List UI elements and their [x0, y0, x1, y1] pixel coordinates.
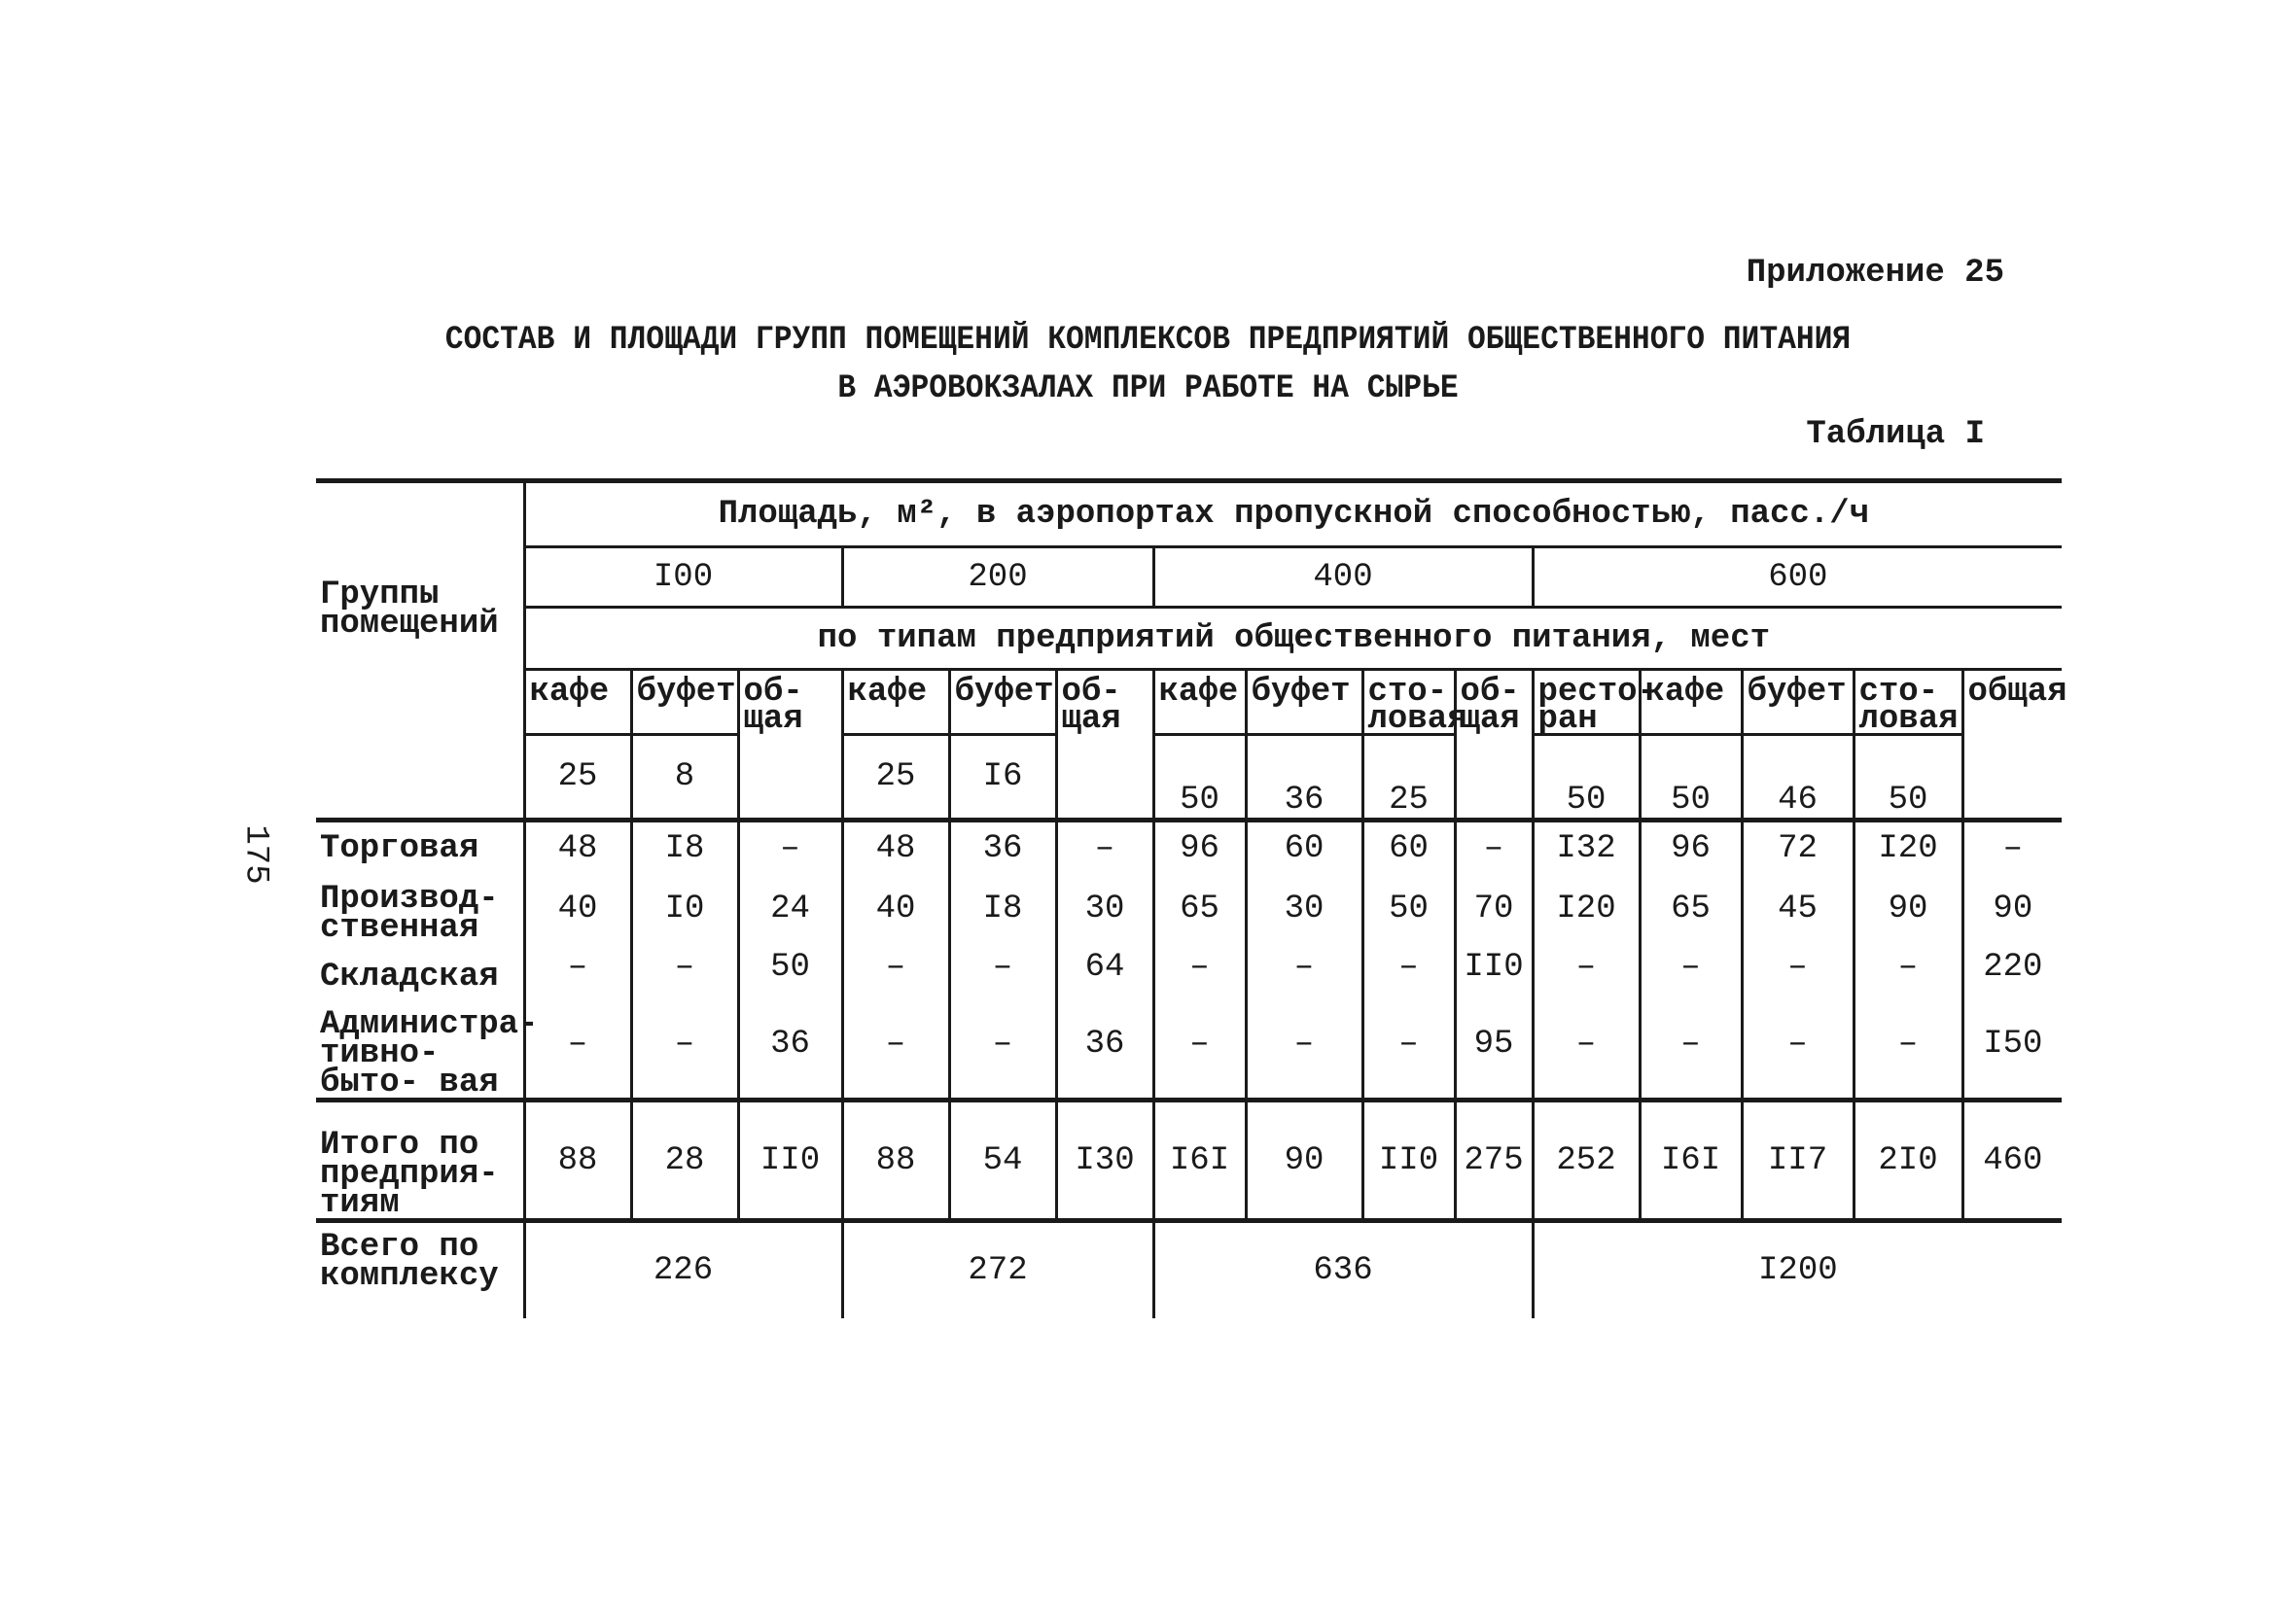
total-cell: 275	[1455, 1101, 1533, 1221]
value-cell: 65	[1153, 875, 1246, 943]
grand-total-cell: 272	[842, 1221, 1153, 1318]
rooms-table	[316, 478, 2067, 1318]
grand-total-label: Всего по комплексу	[316, 1221, 524, 1318]
types-header: по типам предприятий общественного питания, мест	[524, 608, 2062, 670]
value-cell: –	[1153, 992, 1246, 1101]
value-cell: –	[738, 821, 842, 875]
capacity-header: 400	[1153, 547, 1533, 608]
grand-total-cell: 636	[1153, 1221, 1533, 1318]
type-header: кафе	[1640, 670, 1742, 735]
value-cell: 60	[1362, 821, 1455, 875]
totals-label: Итого по предприя- тиям	[316, 1101, 524, 1221]
total-cell: I6I	[1153, 1101, 1246, 1221]
appendix-label: Приложение 25	[1746, 255, 2004, 292]
type-header: об- щая	[738, 670, 842, 821]
value-cell: 24	[738, 875, 842, 943]
value-cell: –	[1246, 992, 1362, 1101]
row-label: Торговая	[316, 821, 524, 875]
total-cell: II0	[738, 1101, 842, 1221]
value-cell: –	[1533, 943, 1640, 992]
document-title	[91, 316, 2204, 413]
value-cell: 65	[1640, 875, 1742, 943]
value-cell: 90	[1854, 875, 1962, 943]
value-cell: –	[1640, 943, 1742, 992]
value-cell: –	[1056, 821, 1153, 875]
value-cell: 220	[1962, 943, 2062, 992]
value-cell: –	[842, 992, 949, 1101]
value-cell: 70	[1455, 875, 1533, 943]
value-cell: 96	[1640, 821, 1742, 875]
type-header: буфет	[1742, 670, 1854, 735]
type-header: кафе	[842, 670, 949, 735]
value-cell: –	[1362, 943, 1455, 992]
total-cell: II7	[1742, 1101, 1854, 1221]
area-header: Площадь, м², в аэропортах пропускной способностью, пасс./ч	[524, 481, 2062, 547]
value-cell: 40	[842, 875, 949, 943]
capacity-header: I00	[524, 547, 842, 608]
table-label: Таблица I	[1806, 416, 1985, 453]
type-header: общая	[1962, 670, 2062, 821]
value-cell: –	[1742, 943, 1854, 992]
value-cell: –	[1455, 821, 1533, 875]
grand-total-cell: 226	[524, 1221, 842, 1318]
value-cell: 96	[1153, 821, 1246, 875]
total-cell: 54	[949, 1101, 1056, 1221]
value-cell: I32	[1533, 821, 1640, 875]
value-cell: –	[1362, 992, 1455, 1101]
seats-cell: 36	[1246, 735, 1362, 821]
capacity-header: 600	[1533, 547, 2062, 608]
value-cell: 72	[1742, 821, 1854, 875]
value-cell: 50	[738, 943, 842, 992]
value-cell: 30	[1246, 875, 1362, 943]
value-cell: 48	[842, 821, 949, 875]
value-cell: –	[1153, 943, 1246, 992]
value-cell: –	[631, 943, 738, 992]
value-cell: –	[842, 943, 949, 992]
value-cell: 30	[1056, 875, 1153, 943]
value-cell: II0	[1455, 943, 1533, 992]
type-header: об- щая	[1455, 670, 1533, 821]
capacity-header: 200	[842, 547, 1153, 608]
grand-total-cell: I200	[1533, 1221, 2062, 1318]
value-cell: 48	[524, 821, 631, 875]
total-cell: 90	[1246, 1101, 1362, 1221]
total-cell: 252	[1533, 1101, 1640, 1221]
value-cell: –	[1246, 943, 1362, 992]
type-header: ресто- ран	[1533, 670, 1640, 735]
type-header: об- щая	[1056, 670, 1153, 821]
value-cell: 40	[524, 875, 631, 943]
value-cell: –	[524, 943, 631, 992]
value-cell: 60	[1246, 821, 1362, 875]
total-cell: II0	[1362, 1101, 1455, 1221]
page-number: 175	[236, 824, 274, 885]
seats-cell: I6	[949, 735, 1056, 821]
value-cell: –	[1640, 992, 1742, 1101]
type-header: сто- ловая	[1854, 670, 1962, 735]
value-cell: –	[524, 992, 631, 1101]
seats-cell: 25	[1362, 735, 1455, 821]
seats-cell: 25	[524, 735, 631, 821]
total-cell: 88	[524, 1101, 631, 1221]
value-cell: 36	[949, 821, 1056, 875]
total-cell: 28	[631, 1101, 738, 1221]
row-label: Администра- тивно-быто- вая	[316, 992, 524, 1101]
value-cell: I20	[1854, 821, 1962, 875]
total-cell: I30	[1056, 1101, 1153, 1221]
total-cell: 2I0	[1854, 1101, 1962, 1221]
value-cell: –	[949, 943, 1056, 992]
value-cell: –	[631, 992, 738, 1101]
value-cell: I0	[631, 875, 738, 943]
value-cell: –	[1742, 992, 1854, 1101]
groups-header: Группы помещений	[316, 481, 524, 821]
value-cell: 36	[1056, 992, 1153, 1101]
value-cell: 64	[1056, 943, 1153, 992]
seats-cell: 50	[1854, 735, 1962, 821]
value-cell: –	[1533, 992, 1640, 1101]
value-cell: –	[949, 992, 1056, 1101]
seats-cell: 50	[1153, 735, 1246, 821]
row-label: Производ- ственная	[316, 875, 524, 943]
value-cell: I8	[949, 875, 1056, 943]
value-cell: –	[1854, 943, 1962, 992]
seats-cell: 50	[1533, 735, 1640, 821]
value-cell: 36	[738, 992, 842, 1101]
value-cell: 90	[1962, 875, 2062, 943]
seats-cell: 46	[1742, 735, 1854, 821]
seats-cell: 50	[1640, 735, 1742, 821]
title-line-1: СОСТАВ И ПЛОЩАДИ ГРУПП ПОМЕЩЕНИЙ КОМПЛЕКСОВ ПРЕДПРИЯТИЙ ОБЩЕСТВЕННОГО ПИТАНИЯ	[444, 322, 1852, 359]
title-line-2: В АЭРОВОКЗАЛАХ ПРИ РАБОТЕ НА СЫРЬЕ	[837, 370, 1459, 407]
value-cell: 50	[1362, 875, 1455, 943]
value-cell: –	[1854, 992, 1962, 1101]
value-cell: I8	[631, 821, 738, 875]
total-cell: I6I	[1640, 1101, 1742, 1221]
type-header: сто- ловая	[1362, 670, 1455, 735]
value-cell: 45	[1742, 875, 1854, 943]
seats-cell: 8	[631, 735, 738, 821]
value-cell: –	[1962, 821, 2062, 875]
type-header: кафе	[1153, 670, 1246, 735]
value-cell: 95	[1455, 992, 1533, 1101]
total-cell: 88	[842, 1101, 949, 1221]
total-cell: 460	[1962, 1101, 2062, 1221]
type-header: буфет	[1246, 670, 1362, 735]
type-header: кафе	[524, 670, 631, 735]
type-header: буфет	[631, 670, 738, 735]
type-header: буфет	[949, 670, 1056, 735]
value-cell: I50	[1962, 992, 2062, 1101]
seats-cell: 25	[842, 735, 949, 821]
row-label: Складская	[316, 943, 524, 992]
value-cell: I20	[1533, 875, 1640, 943]
